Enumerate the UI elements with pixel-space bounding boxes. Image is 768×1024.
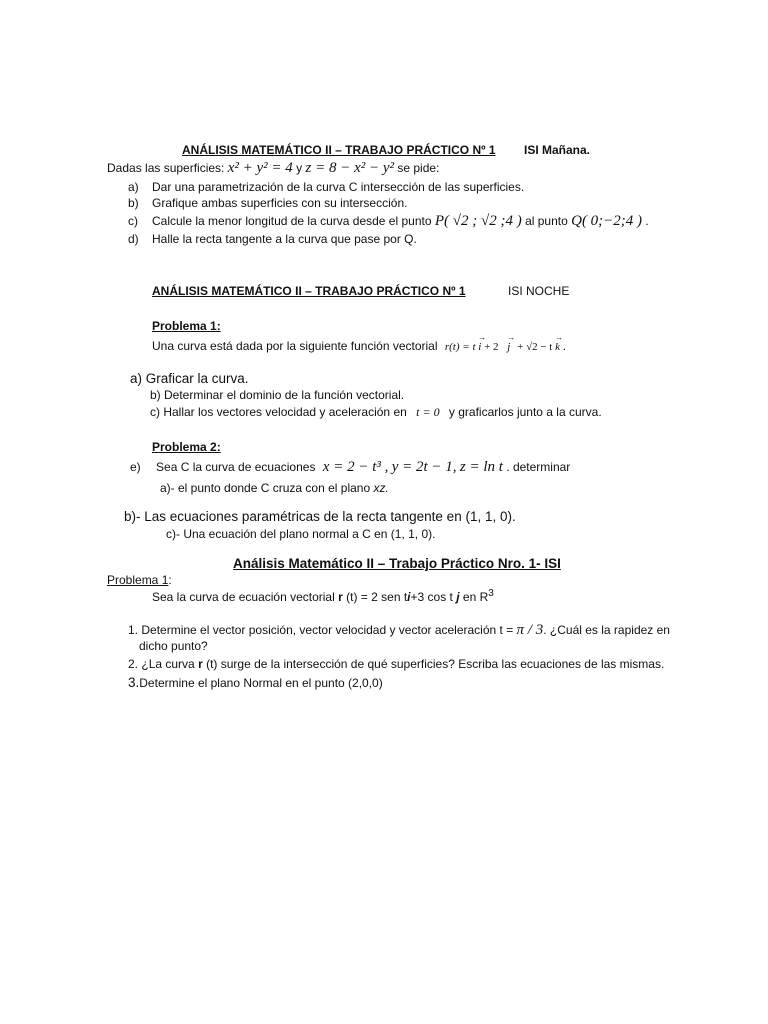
item-marker: 2. xyxy=(128,657,139,671)
item-text: Grafique ambas superficies con su intersección. xyxy=(152,196,408,210)
problem-heading-colon: : xyxy=(168,573,172,587)
item-marker: 1. xyxy=(128,623,139,637)
item-marker: d) xyxy=(128,232,139,246)
item-marker: a) xyxy=(128,180,139,194)
item-end: . xyxy=(645,214,649,228)
surface-1-equation: x² + y² = 4 xyxy=(227,160,293,176)
item-text: Determine el plano Normal en el punto (2,0,0) xyxy=(139,676,383,690)
section1-item-c xyxy=(128,213,649,229)
item-text-suffix: (t) surge de la intersección de qué superficies? Escriba las ecuaciones de las mismas. xyxy=(206,657,665,671)
item-text-end: . ¿Cuál es la rapidez en xyxy=(543,623,670,637)
section2-shift: ISI NOCHE xyxy=(508,284,570,298)
problem2-part-a xyxy=(160,480,389,496)
section3-intro xyxy=(152,586,494,605)
section1-item-a xyxy=(128,179,525,195)
equation-z: z = ln t xyxy=(459,459,503,475)
problem-heading-text: Problema 1 xyxy=(107,573,169,587)
problem2-part-c: c)- Una ecuación del plano normal a C en (1, 1, 0). xyxy=(166,527,436,541)
section1-shift: ISI Mañana. xyxy=(524,143,591,157)
problem2-statement xyxy=(130,459,570,475)
item-text: Halle la recta tangente a la curva que pase por Q. xyxy=(152,232,417,246)
part-a-plane: xz. xyxy=(373,481,389,495)
r-exponent: 3 xyxy=(488,588,494,599)
equation-y: y = 2t − 1, xyxy=(391,459,457,475)
vector-j: j xyxy=(456,590,460,604)
section2-item-b: b) Determinar el dominio de la función vectorial. xyxy=(150,388,405,402)
intro-prefix: Dadas las superficies: xyxy=(107,161,225,175)
equation-x: x = 2 − t³ , xyxy=(322,459,389,475)
intro-suffix: se pide: xyxy=(397,161,440,175)
section3-item-3 xyxy=(128,675,383,691)
vf-k: → k xyxy=(555,339,560,355)
surface-2-equation: z = 8 − x² − y² xyxy=(305,160,394,176)
t-equals-zero: t = 0 xyxy=(416,405,440,419)
pi-over-3: π / 3 xyxy=(516,622,544,638)
section3-item-1-continuation: dicho punto? xyxy=(139,639,208,653)
item-c-content xyxy=(152,213,649,229)
intro-plus3cos: +3 cos t xyxy=(410,590,453,604)
item-middle: al punto xyxy=(525,214,568,228)
problem2-heading: Problema 2: xyxy=(152,440,221,454)
section2-item-c xyxy=(150,404,602,420)
intro-end: en R xyxy=(462,590,489,604)
item-marker: c) xyxy=(128,214,138,228)
vector-r: r xyxy=(198,657,203,671)
item-text: Dar una parametrización de la curva C intersección de las superficies. xyxy=(152,180,525,194)
intro-prefix: Sea la curva de ecuación vectorial xyxy=(152,590,335,604)
vf-plus2: + 2 xyxy=(484,341,499,353)
problem1-text: Una curva está dada por la siguiente función vectorial xyxy=(152,339,438,353)
item-marker: b) xyxy=(128,196,139,210)
problem1-statement xyxy=(152,338,566,355)
section1-item-d xyxy=(128,231,417,247)
vf-i: → i xyxy=(478,339,481,355)
vector-r: r xyxy=(338,590,343,604)
problem2-marker: e) xyxy=(130,460,141,474)
section1-title: ANÁLISIS MATEMÁTICO II – TRABAJO PRÁCTICO Nº 1 xyxy=(182,143,496,157)
vf-sqrt: + √2 − t xyxy=(517,341,553,353)
point-p: P( √2 ; √2 ;4 ) xyxy=(434,213,522,229)
section3-title: Análisis Matemático II – Trabajo Práctico Nro. 1- ISI xyxy=(233,556,561,571)
item-marker: 3. xyxy=(128,675,140,690)
problem2-text: Sea C la curva de ecuaciones xyxy=(156,460,316,474)
section1-item-b xyxy=(128,195,408,211)
item-c-prefix: c) Hallar los vectores velocidad y aceleración en xyxy=(150,405,407,419)
vf-lhs: r(t) = t xyxy=(444,341,476,353)
intro-connector: y xyxy=(296,161,303,175)
section3-item-2 xyxy=(128,656,664,672)
vf-j: → j xyxy=(507,339,510,355)
item-text-prefix: ¿La curva xyxy=(141,657,195,671)
part-a-text: a)- el punto donde C cruza con el plano xyxy=(160,481,371,495)
vector-i: i xyxy=(407,590,411,604)
vf-end: . xyxy=(562,339,567,353)
vector-function xyxy=(445,341,563,353)
item-text: Determine el vector posición, vector velocidad y vector aceleración t = xyxy=(141,623,514,637)
section2-item-a: a) Graficar la curva. xyxy=(130,371,249,386)
item-text: Calcule la menor longitud de la curva desde el punto xyxy=(152,214,432,228)
section3-item-1 xyxy=(128,622,670,638)
item-c-suffix: y graficarlos junto a la curva. xyxy=(448,405,602,419)
section1-intro xyxy=(107,160,439,176)
problem1-heading: Problema 1: xyxy=(152,319,221,333)
point-q: Q( 0;−2;4 ) xyxy=(571,213,643,229)
problem2-text-end: . determinar xyxy=(506,460,571,474)
problem2-part-b: b)- Las ecuaciones paramétricas de la recta tangente en (1, 1, 0). xyxy=(124,509,516,524)
intro-mid: (t) = 2 sen t xyxy=(346,590,408,604)
section2-title: ANÁLISIS MATEMÁTICO II – TRABAJO PRÁCTICO Nº 1 xyxy=(152,284,466,298)
